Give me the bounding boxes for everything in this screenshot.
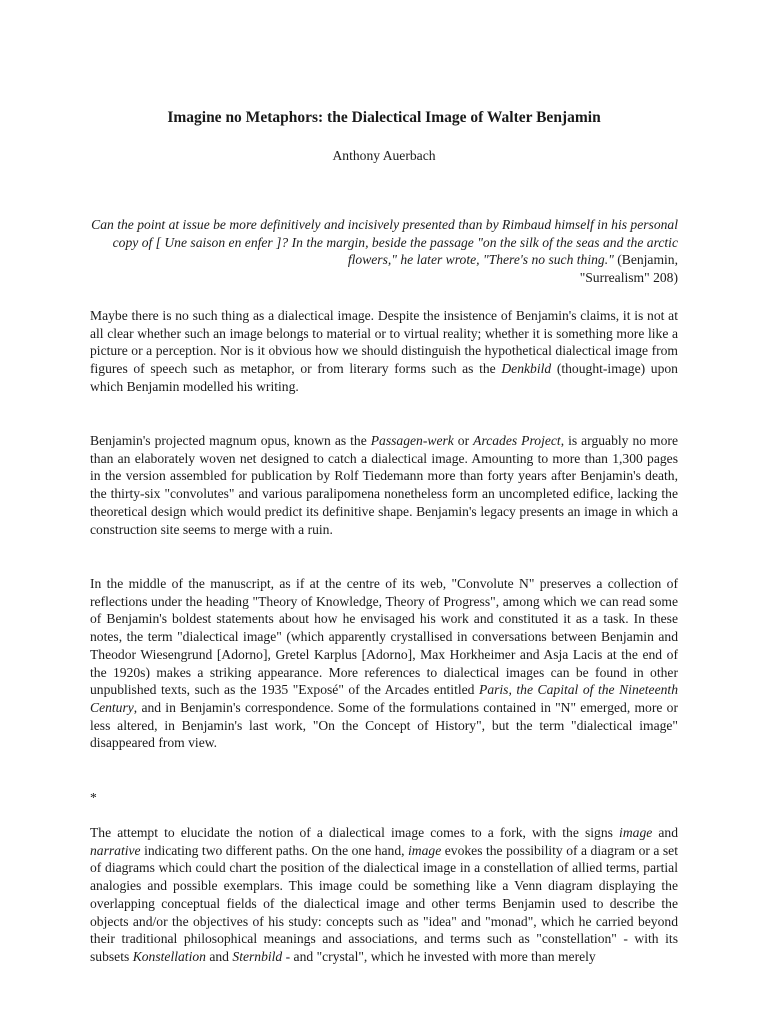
paragraph-1: Maybe there is no such thing as a dialectical image. Despite the insistence of Benjamin's claims, it is not at all clear whether such an image belongs to material or to virtual reality; whether it is something more like a picture or a perception. Nor is it obvious how we should distinguish the hypothetical dialectical image from figures of speech such as metaphor, or from literary forms such as the Denkbild (thought-image) upon which Benjamin modelled his writing. [90, 308, 678, 394]
epigraph-citation: (Benjamin, [617, 252, 678, 268]
paragraph-2: Benjamin's projected magnum opus, known as the Passagen-werk or Arcades Project, is arguably no more than an elaborately woven net designed to catch a dialectical image. Amounting to more than 1,300 pages in the version assembled for publication by Rolf Tiedemann more than forty years after Benjamin's death, the thirty-six "convolutes" and various paralipomena nonetheless form an uncompleted edifice, lacking the theoretical design which would predict its definitive shape. Benjamin's legacy presents an image in which a construction site seems to merge with a ruin. [90, 433, 678, 537]
paragraph-4: The attempt to elucidate the notion of a dialectical image comes to a fork, with the signs image and narrative indicating two different paths. On the one hand, image evokes the possibility of a diagram or a set of diagrams which could chart the position of the dialectical image in a constellation of allied terms, partial analogies and possible exemplars. This image could be something like a Venn diagram displaying the overlapping conceptual fields of the dialectical image and other terms Benjamin used to describe the objects and/or the objectives of his study: concepts such as "idea" and "monad", which he carried beyond their traditional philosophical meanings and associations, and terms such as "constellation" - with its subsets Konstellation and Sternbild - and "crystal", which he invested with more than merely [90, 825, 679, 964]
paper-title: Imagine no Metaphors: the Dialectical Image of Walter Benjamin [167, 109, 601, 126]
epigraph-citation-source: "Surrealism" 208) [579, 270, 678, 286]
section-separator: * [90, 790, 97, 805]
epigraph [90, 216, 678, 287]
author-name: Anthony Auerbach [332, 148, 436, 163]
paragraph-3: In the middle of the manuscript, as if at the centre of its web, "Convolute N" preserves a collection of reflections under the heading "Theory of Knowledge, Theory of Progress", among which we can read some of Benjamin's boldest statements about how he envisaged his work and constituted it as a task. In these notes, the term "dialectical image" (which apparently crystallised in conversations between Benjamin and Theodor Wiesengrund [Adorno], Gretel Karplus [Adorno], Max Horkheimer and Asja Lacis at the end of the 1920s) makes a striking appearance. More references to dialectical images can be found in other unpublished texts, such as the 1935 "Exposé" of the Arcades entitled Paris, the Capital of the Nineteenth Century, and in Benjamin's correspondence. Some of the formulations contained in "N" emerged, more or less altered, in Benjamin's last work, "On the Concept of History", but the term "dialectical image" disappeared from view. [90, 576, 678, 751]
epigraph-quote: Can the point at issue be more definitively and incisively presented than by Rimbaud himself in his personal copy of [ Une saison en enfer ]? In the margin, beside the passage "on the silk of the seas and the arctic flowers," he later wrote, "There's no such thing." [91, 217, 678, 268]
